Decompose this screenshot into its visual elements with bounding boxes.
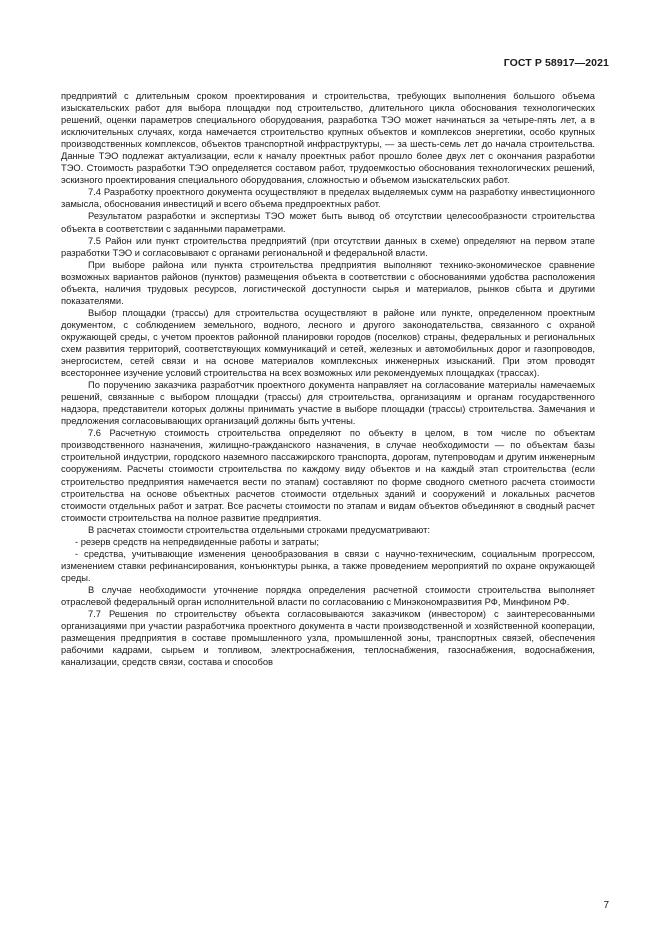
paragraph: 7.5 Район или пункт строительства предприятий (при отсутствии данных в схеме) определяют на первом этапе разработки ТЭО и согласовывают с органами региональной и федеральной власти. (61, 235, 595, 258)
paragraph: Результатом разработки и экспертизы ТЭО может быть вывод об отсутствии целесообразности строительства объекта в соответствии с заданными параметрами. (61, 211, 595, 234)
paragraph: 7.7 Решения по строительству объекта согласовываются заказчиком (инвестором) с заинтересованными организациями при участии разработчика проектного документа в части производственной и хозяйственной кооперации, размещения предприятия в составе промышленного узла, промышленной зоны, транспортных связей, обеспечения рабочими кадрами, сырьем и топливом, электроснабжения, теплоснабжения, газоснабжения, водоснабжения, канализации, средств связи, состава и способов (61, 609, 595, 668)
document-code-header: ГОСТ Р 58917—2021 (503, 57, 609, 69)
paragraph: 7.6 Расчетную стоимость строительства определяют по объекту в целом, в том числе по объектам производственного назначения, жилищно-гражданского назначения, в случае необходимости — по объектам базы строительной индустрии, городского наземного пассажирского транспорта, дорогам, путепроводам и другим инженерным сооружениям. Расчеты стоимости строительства по каждому виду объектов и на каждый этап строительства (если строительство предприятия намечается вести по этапам) составляют по форме сводного сметного расчета стоимости строительства на основе объектных расчетов стоимости отдельных зданий и сооружений и локальных расчетов стоимости отдельных работ и затрат. Все расчеты стоимости по этапам и видам объектов объединяют в сводный расчет стоимости строительства на полное развитие предприятия. (61, 428, 595, 523)
paragraph: 7.4 Разработку проектного документа осуществляют в пределах выделяемых сумм на разработку инвестиционного замысла, обоснования инвестиций и всего объема предпроектных работ. (61, 187, 595, 210)
paragraph: По поручению заказчика разработчик проектного документа направляет на согласование материалы намечаемых решений, связанные с выбором площадки (трассы) для строительства, организациям и органам государственного надзора, представители которых должны принимать участие в выборе площадки (трассы) строительства. Замечания и предложения согласовывающих организаций должны быть учтены. (61, 380, 595, 427)
list-item: - резерв средств на непредвиденные работы и затраты; (75, 536, 319, 547)
document-body (61, 90, 595, 668)
paragraph: В расчетах стоимости строительства отдельными строками предусматривают: (88, 524, 430, 535)
paragraph: В случае необходимости уточнение порядка определения расчетной стоимости строительства выполняет отраслевой федеральный орган исполнительной власти по согласованию с Минэкономразвития РФ, Минфином РФ. (61, 584, 595, 607)
paragraph: предприятий с длительным сроком проектирования и строительства, требующих выполнения большого объема изыскательских работ для выбора площадки под строительство, длительного цикла обоснования технологических решений, оценки параметров специального оборудования, разработка ТЭО может начинаться за четыре-пять лет, а в исключительных случаях, когда намечается строительство крупных объектов и комплексов энергетики, особо крупных производственных комплексов, объектов транспортной инфраструктуры, — за шесть-семь лет до начала строительства. Данные ТЭО подлежат актуализации, если к началу проектных работ прошло более двух лет с окончания разработки ТЭО. Стоимость разработки ТЭО определяется составом работ, трудоемкостью обоснования технологических решений, эскизного проектирования специального оборудования, сложностью и объемом изыскательских работ. (61, 91, 595, 186)
list-item: - средства, учитывающие изменения ценообразования в связи с научно-техническим, социальным прогрессом, изменением ставки рефинансирования, конъюнктуры рынка, а также проведением мероприятий по охране окружающей среды. (61, 548, 595, 583)
paragraph: Выбор площадки (трассы) для строительства осуществляют в районе или пункте, определенном проектным документом, с соблюдением земельного, водного, лесного и другого законодательства, связанного с охраной окружающей среды, с учетом проектов районной планировки городов (поселков) страны, федеральных и региональных схем развития территорий, соответствующих коммуникаций и сетей, железных и автомобильных дорог и газопроводов, энергосистем, сетей связи и на основе материалов комплексных инженерных изысканий. При этом проводят всестороннее изучение условий строительства на всех возможных или рекомендуемых площадках (трассах). (61, 307, 595, 379)
page-number: 7 (603, 900, 609, 911)
paragraph: При выборе района или пункта строительства предприятия выполняют технико-экономическое сравнение возможных вариантов районов (пунктов) размещения объекта в соответствии с обоснованиями удобства расположения объекта, наличия трудовых ресурсов, логистической доступности сырья и материалов, рынков сбыта и другими показателями. (61, 259, 595, 306)
